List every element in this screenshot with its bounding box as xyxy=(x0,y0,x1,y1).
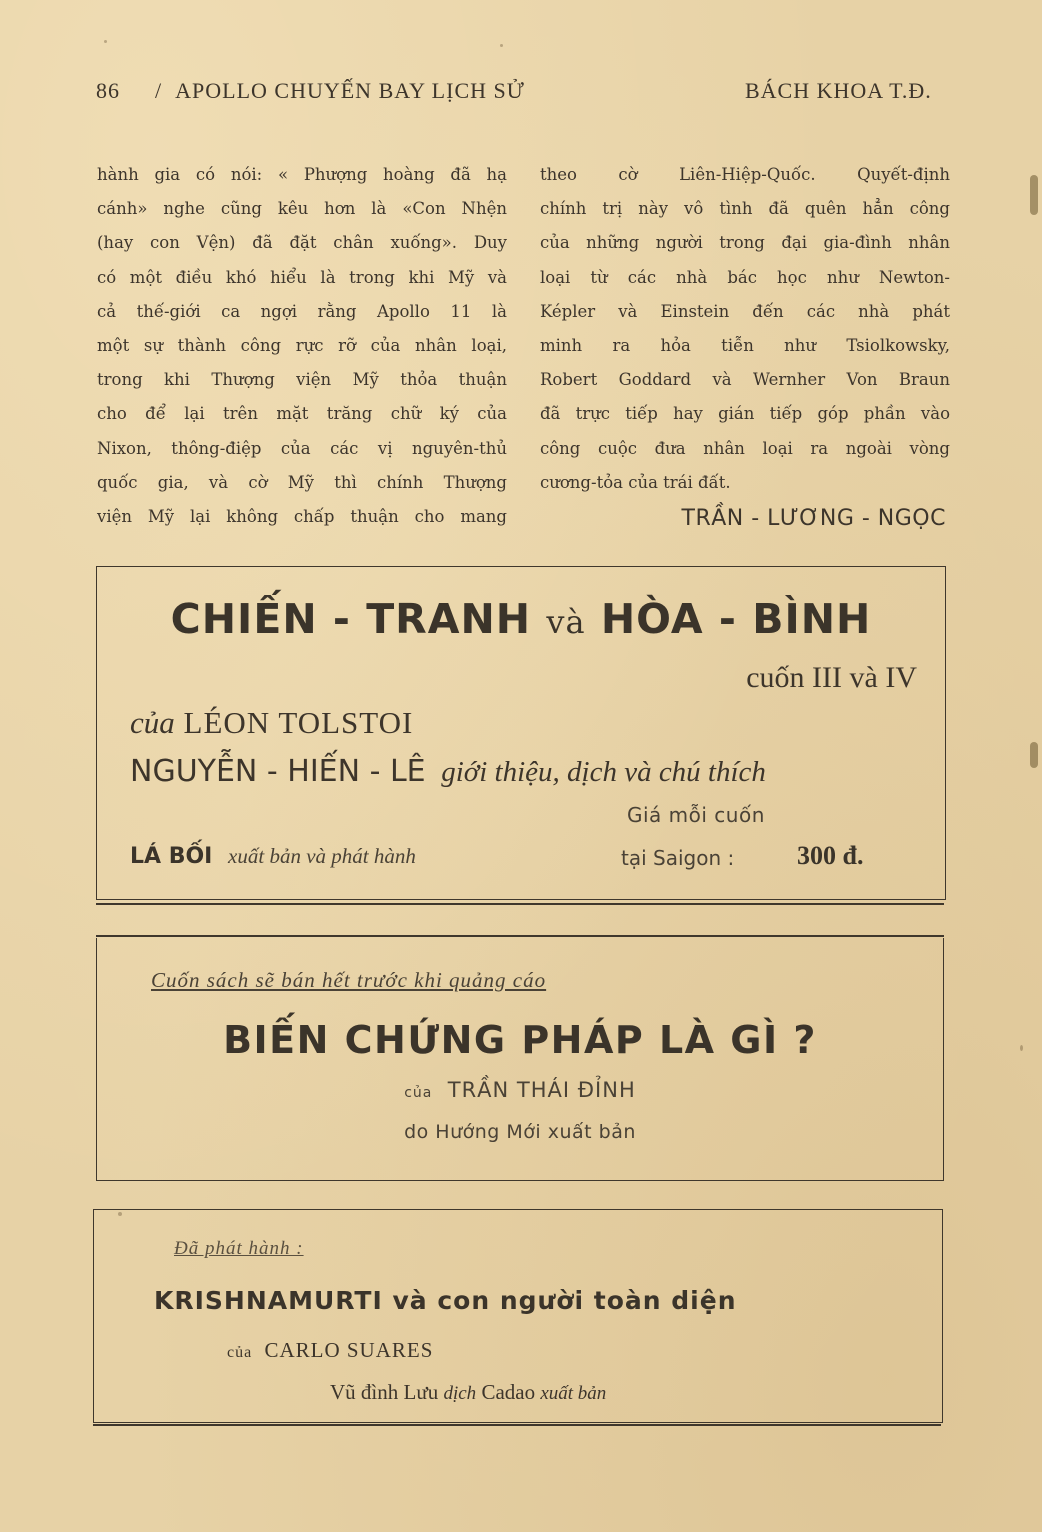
text-line: của những người trong đại gia-đình nhân xyxy=(540,233,950,253)
release-status: Đã phát hành : xyxy=(174,1238,304,1259)
translator-name: Vũ đình Lưu xyxy=(330,1380,439,1404)
ad-war-and-peace xyxy=(96,566,946,900)
ad-title: KRISHNAMURTI và con người toàn diện xyxy=(154,1286,737,1315)
ad-author xyxy=(130,705,413,741)
divider xyxy=(96,903,944,905)
text-line: Képler và Einstein đến các nhà phát xyxy=(540,301,950,321)
ad-publisher: do Hướng Mới xuất bản xyxy=(404,1121,636,1143)
text-line: viện Mỹ lại không chấp thuận cho mang xyxy=(97,506,507,526)
running-title xyxy=(155,78,525,104)
translator-role: giới thiệu, dịch và chú thích xyxy=(441,756,766,788)
text-line: cánh» nghe cũng kêu hơn là «Con Nhện xyxy=(97,199,507,219)
price-label: Giá mỗi cuốn xyxy=(627,803,765,827)
ad-author xyxy=(227,1338,433,1363)
page-number: 86 xyxy=(96,78,120,103)
author-name: LÉON TOLSTOI xyxy=(183,705,414,740)
text-line: loại từ các nhà bác học như Newton- xyxy=(540,267,950,287)
ad-title-conjunction: và xyxy=(546,603,586,641)
text-line: hành gia có nói: « Phượng hoàng đã hạ xyxy=(97,165,507,184)
ad-title-part1: CHIẾN - TRANH xyxy=(170,595,532,643)
text-line: một sự thành công rực rỡ của nhân loại, xyxy=(97,335,507,355)
divider xyxy=(96,935,944,937)
publisher-role: xuất bản xyxy=(540,1383,607,1404)
article-title: APOLLO CHUYẾN BAY LỊCH SỬ xyxy=(175,78,525,103)
author-name: CARLO SUARES xyxy=(264,1338,434,1362)
text-line: chính trị này vô tình đã quên hẳn công xyxy=(540,199,950,219)
author-name: TRẦN THÁI ĐỈNH xyxy=(447,1078,636,1102)
text-line: đã trực tiếp hay gián tiếp góp phần vào xyxy=(540,404,950,424)
text-line: (hay con Vện) đã đặt chân xuống». Duy xyxy=(97,233,507,253)
publisher-role: xuất bản và phát hành xyxy=(228,844,416,868)
text-line: có một điều khó hiểu là trong khi Mỹ và xyxy=(97,267,507,287)
text-line: Nixon, thông-điệp của các vị nguyên-thủ xyxy=(97,438,507,458)
text-line: minh ra hỏa tiễn như Tsiolkowsky, xyxy=(540,335,950,355)
text-line: Robert Goddard và Wernher Von Braun xyxy=(540,370,950,390)
paper-speck xyxy=(500,44,503,47)
paper-speck xyxy=(118,1212,122,1216)
header-separator: / xyxy=(155,78,163,103)
publisher-name: Cadao xyxy=(481,1380,536,1404)
paper-speck xyxy=(1020,1045,1023,1051)
text-line: theo cờ Liên-Hiệp-Quốc. Quyết-định xyxy=(540,165,950,184)
paper-edge-mark xyxy=(1030,742,1038,768)
ad-title: BIẾN CHỨNG PHÁP LÀ GÌ ? xyxy=(223,1018,817,1062)
by-prefix: của xyxy=(130,705,175,740)
ad-translator xyxy=(130,754,766,789)
text-line: công cuộc đưa nhân loại ra ngoài vòng xyxy=(540,438,950,458)
translator-name: NGUYỄN - HIẾN - LÊ xyxy=(130,754,426,789)
article-right-column xyxy=(540,158,950,500)
ad-publisher xyxy=(130,844,416,869)
price: 300 đ. xyxy=(797,841,864,870)
article-author: TRẦN - LƯƠNG - NGỌC xyxy=(681,506,946,531)
ad-author xyxy=(97,1078,943,1102)
text-line: quốc gia, và cờ Mỹ thì chính Thượng xyxy=(97,472,507,492)
ad-volumes: cuốn III và IV xyxy=(746,661,917,694)
translator-role: dịch xyxy=(443,1383,477,1404)
ad-dialectics xyxy=(96,938,944,1181)
ad-krishnamurti xyxy=(93,1209,943,1423)
publisher-name: LÁ BỐI xyxy=(130,844,213,869)
publication-name: BÁCH KHOA T.Đ. xyxy=(745,78,932,103)
ad-tagline: Cuốn sách sẽ bán hết trước khi quảng cáo xyxy=(151,968,547,992)
text-line: cho để lại trên mặt trăng chữ ký của xyxy=(97,404,507,424)
text-line: trong khi Thượng viện Mỹ thỏa thuận xyxy=(97,370,507,390)
by-prefix: của xyxy=(227,1344,253,1361)
price-location: tại Saigon : xyxy=(621,846,735,870)
text-line: cả thế-giới ca ngợi rằng Apollo 11 là xyxy=(97,301,507,321)
divider xyxy=(93,1424,941,1426)
ad-title xyxy=(97,595,945,643)
ad-credit xyxy=(330,1380,606,1405)
article-left-column xyxy=(97,158,507,534)
paper-speck xyxy=(104,40,107,43)
by-prefix: của xyxy=(404,1085,433,1101)
text-line: cương-tỏa của trái đất. xyxy=(540,472,731,492)
paper-edge-mark xyxy=(1030,175,1038,215)
ad-title-part2: HÒA - BÌNH xyxy=(600,595,872,643)
